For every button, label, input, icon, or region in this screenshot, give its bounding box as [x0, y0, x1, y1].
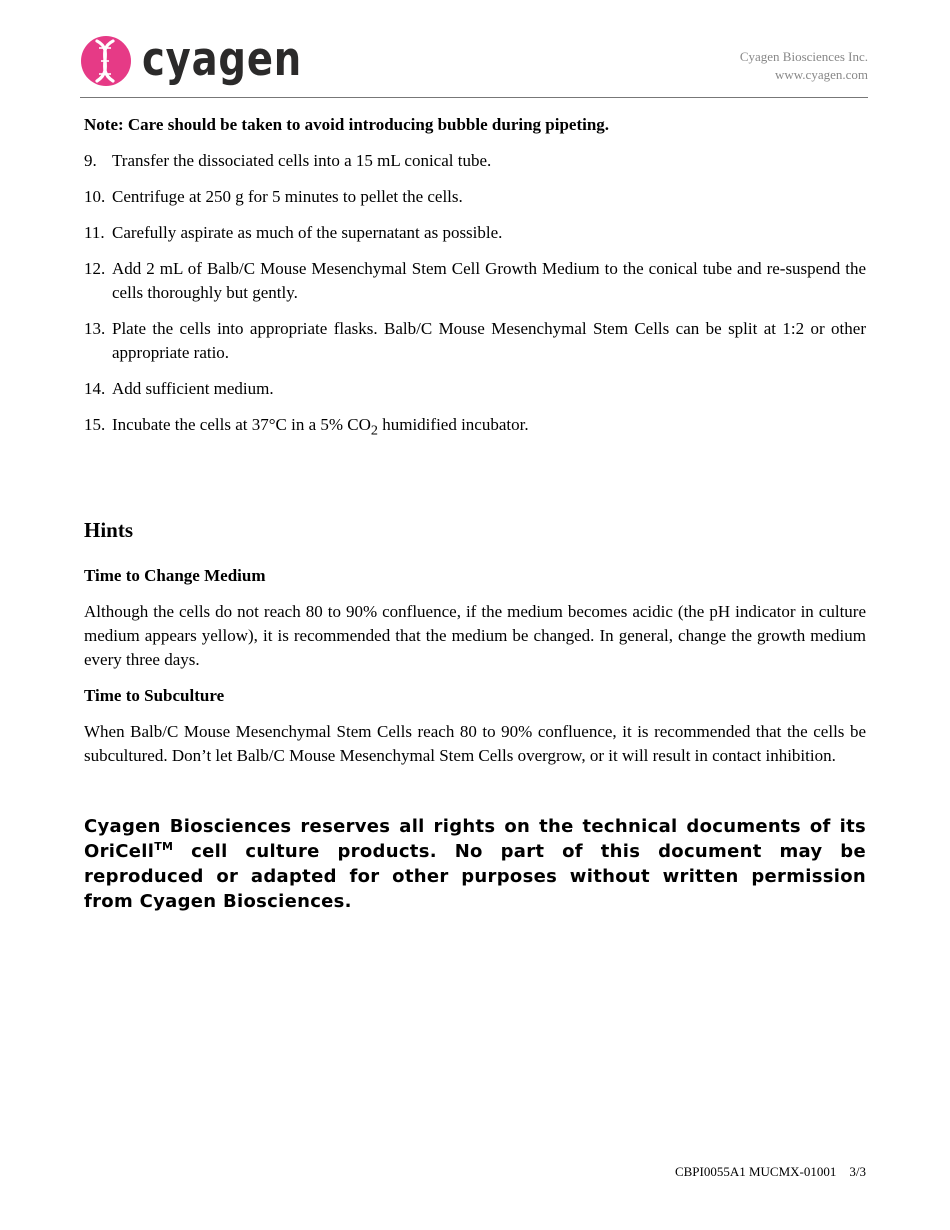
protocol-steps	[84, 149, 866, 442]
step-text-part: humidified incubator.	[377, 415, 529, 434]
cyagen-logo	[80, 31, 337, 87]
subculture-text: When Balb/C Mouse Mesenchymal Stem Cells reach 80 to 90% confluence, it is recommended that the cells be subcultured. Don’t let Balb/C Mouse Mesenchymal Stem Cells overgrow, or it will result in contact inhibition.	[84, 722, 866, 766]
rights-notice	[84, 814, 866, 914]
document-body	[84, 113, 866, 914]
dna-logo-icon	[80, 35, 132, 87]
step-text-part: Incubate the cells at 37°C in a 5% CO	[112, 415, 371, 434]
subculture-heading: Time to Subculture	[84, 686, 225, 706]
company-info	[740, 48, 868, 84]
step-item	[84, 149, 866, 173]
co2-subscript: 2	[370, 422, 378, 439]
step-text: Transfer the dissociated cells into a 15 mL conical tube.	[112, 151, 492, 170]
step-number: 13.	[84, 319, 106, 338]
change-medium-heading: Time to Change Medium	[84, 566, 266, 586]
rights-text: cell culture products. No part of this document may be reproduced or adapted for other purposes without written permission from Cyagen Biosciences.	[84, 841, 866, 913]
step-text: Add sufficient medium.	[112, 379, 274, 398]
company-website: www.cyagen.com	[774, 67, 868, 82]
step-number: 14.	[84, 379, 106, 398]
header-divider	[80, 97, 868, 98]
step-item	[84, 221, 866, 245]
step-item	[84, 185, 866, 209]
step-text: Carefully aspirate as much of the supernatant as possible.	[112, 223, 503, 242]
trademark-sup: TM	[154, 840, 174, 854]
step-item	[84, 257, 866, 305]
document-id: CBPI0055A1 MUCMX-01001	[674, 1164, 837, 1179]
page-number: 3/3	[849, 1164, 866, 1179]
step-item	[84, 317, 866, 365]
step-text: Add 2 mL of Balb/C Mouse Mesenchymal Stem Cell Growth Medium to the conical tube and re-suspend the cells thoroughly but gently.	[112, 259, 866, 302]
page-header	[80, 30, 868, 98]
step-number: 12.	[84, 259, 106, 278]
step-number: 10.	[84, 187, 106, 206]
rights-text: Cyagen Biosciences reserves all rights on the technical documents of its OriCell	[84, 816, 866, 863]
step-text: Plate the cells into appropriate flasks. Balb/C Mouse Mesenchymal Stem Cells can be split at 1:2 or other appropriate ratio.	[112, 319, 866, 362]
step-text	[112, 413, 866, 442]
step-number: 11.	[84, 223, 105, 242]
step-number: 15.	[84, 415, 106, 434]
hints-heading: Hints	[84, 518, 134, 543]
page-footer	[675, 1164, 866, 1180]
change-medium-text: Although the cells do not reach 80 to 90% confluence, if the medium becomes acidic (the pH indicator in culture medium appears yellow), it is recommended that the medium be changed. In general, change the growth medium every three days.	[84, 602, 866, 670]
pipeting-note: Note: Care should be taken to avoid introducing bubble during pipeting.	[84, 115, 610, 134]
step-item	[84, 377, 866, 401]
step-number: 9.	[84, 151, 97, 170]
company-name: Cyagen Biosciences Inc.	[739, 49, 868, 64]
logo-wordmark: cyagen	[142, 31, 303, 87]
step-item	[84, 413, 866, 442]
step-text: Centrifuge at 250 g for 5 minutes to pellet the cells.	[112, 187, 463, 206]
